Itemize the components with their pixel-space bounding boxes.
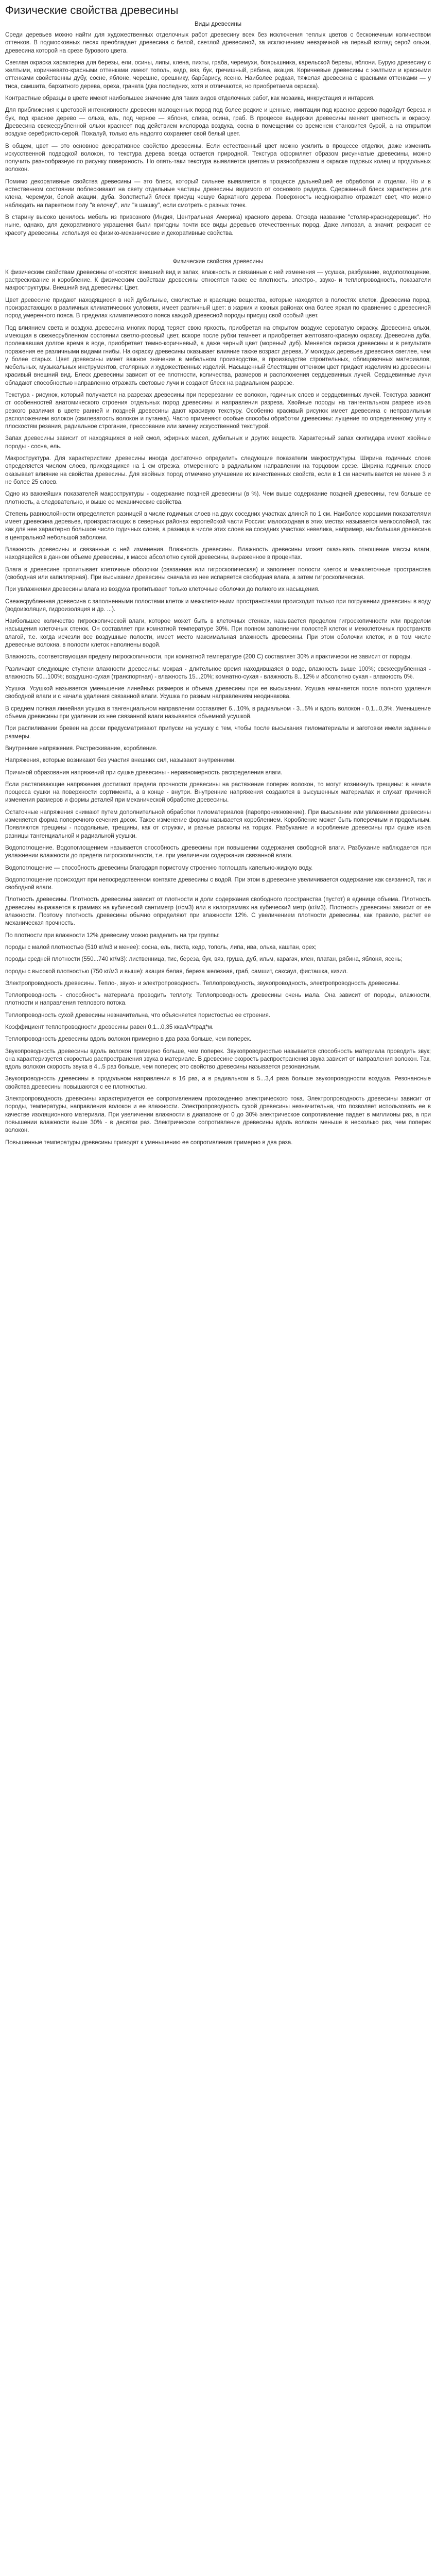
paragraph: Для приближения к цветовой интенсивности древесин малоценных пород под более редкие и ценные, имитации под красное дерево подойдут береза и бук, под красное дерево — ольха, ель, под черное — яблоня, слива, осина, граб. В процессе выдержки древесины меняет цветность и окраску. Древесина свежесрубленной ольхи краснеет под действием кислорода воздуха, сосна в помещении со временем становится бурой, а на открытом воздухе серебристо-серой. Пожалуй, только ель надолго сохраняет свой белый цвет. xyxy=(5,107,431,138)
paragraph: Цвет древесине придают находящиеся в ней дубильные, смолистые и красящие вещества, которые находятся в полостях клеток. Древесина пород, произрастающих в различных климатических условиях, имеет различный цвет: в жарких и южных районах она более яркая по сравнению с древесиной пород умеренного пояса. В пределах климатического пояса каждой древесной породы присущ свой особый цвет. xyxy=(5,297,431,319)
paragraph: Повышенные температуры древесины приводят к уменьшению ее сопротивления примерно в два раза. xyxy=(5,1139,293,1146)
paragraph: Среди деревьев можно найти для художественных отделочных работ древесину всех без исключения теплых цветов с бесконечным количеством оттенков. В подмосковных лесах преобладает древесина с белой, светлой древесиной, за исключением невзрачной на первый взгляд серой ольхи, древесина которой на срезе бурового цвета. xyxy=(5,32,431,54)
paragraph: При распиливании бревен на доски предусматривают припуски на усушку с тем, чтобы после высыхания пиломатериалы и заготовки имели заданные размеры. xyxy=(5,725,431,740)
paragraph: Водопоглощение происходит при непосредственном контакте древесины с водой. При этом в древесине увеличивается содержание как связанной, так и свободной влаги. xyxy=(5,876,431,891)
paragraph: Звукопроводность древесины в продольном направлении в 16 раз, а в радиальном в 5...3,4 раза больше звукопроводности воздуха. Резонансные свойства древесины повышаются с ее плотностью. xyxy=(5,1076,431,1090)
paragraph: Наибольшее количество гигроскопической влаги, которое может быть в клеточных стенках, называется пределом гигроскопичности или пределом насыщения клеточных стенок. Он составляет при комнатной температуре 30%. При полном заполнении полостей клеток и межклеточных пространств влагой, т.е. когда исчезли все воздушные полости, имеет место максимальная влажность древесины. При этом оболочки клеток, и в том числе древесные волокна, в полости клеток наполнены водой. xyxy=(5,618,431,648)
paragraph: Влажность, соответствующая пределу гигроскопичности, при комнатной температуре (200 С) составляет 30% и практически не зависит от породы. xyxy=(5,654,412,660)
paragraph: Свежесрубленная древесина с заполненными полостями клеток и межклеточными пространствами происходит только при погружении древесины в воду (водоизоляция, гидроизоляция и др. ...). xyxy=(5,598,431,613)
paragraph: Причиной образования напряжений при сушке древесины - неравномерность распределения влаги. xyxy=(5,769,283,776)
paragraph: Влажность древесины и связанные с ней изменения. Влажность древесины. Влажность древесины может оказывать отношение массы влаги, находящейся в данном объеме древесины, к массе абсолютно сухой древесины, выраженное в процентах. xyxy=(5,547,431,561)
paragraph: Остаточные напряжения снимают путем дополнительной обработки пиломатериалов (паропроникновение). При высыхании или увлажнении древесины изменяется форма поперечного сечения досок. Такое изменение формы называется короблением. Коробление может быть поперечным и продольным. Появляются трещины - продольные, трещины, как от стружки, и разные расколы на торцах. Разбухание и коробление древесины при сушке из-за разницы тангенциальной и радиальной усушки. xyxy=(5,809,431,839)
section-wood-types xyxy=(5,31,431,238)
paragraph: Макроструктура. Для характеристики древесины иногда достаточно определить следующие показатели макроструктуры. Ширина годичных слоев определяется числом слоев, приходящихся на 1 см отрезка, отмеренного в радиальном направлении на торцовом срезе. Ширина годичных слоев оказывает влияние на свойства древесины. Для хвойных пород отмечено улучшение их качественных свойств, если в 1 см насчитывается не менее 3 и не более 25 слоев. xyxy=(5,455,431,485)
paragraph: Контрастные образцы в цвете имеют наибольшее значение для таких видов отделочных работ, как мозаика, инкрустация и интарсия. xyxy=(5,95,375,102)
section-heading-wood-types: Виды древесины xyxy=(195,21,241,27)
paragraph: Под влиянием света и воздуха древесина многих пород теряет свою яркость, приобретая на открытом воздухе сероватую окраску. Древесина ольхи, имеющая в свежесрубленном состоянии светло-розовый цвет, вскоре после рубки темнеет и приобретает желтовато-красную окраску. Древесина дуба, пролежавшая долгое время в воде, приобретает темно-коричневый, а даже черный цвет (мореный дуб). Меняется окраска древесины и в результате поражения ее различными видами гнибы. На окраску древесины оказывает влияние также возраст дерева. У молодых деревьев древесина светлее, чем у более старых. Цвет древесины имеет важное значение в мебельном производстве, в производстве строительных, облицовочных материалов, мебельных, музыкальных инструментов, столярных и художественных изделий. Насыщенный блестящим оттенком цвет придает изделиям из древесины красивый внешний вид. Блеск древесины зависит от ее плотности, количества, размеров и расположения сердцевинных лучей. Сердцевинные лучи обладают способностью направленно отражать световые лучи и создают блеск на радиальном разрезе. xyxy=(5,325,431,386)
paragraph: породы с высокой плотностью (750 кг/м3 и выше): акация белая, береза железная, граб, самшит, саксаул, фисташка, кизил. xyxy=(5,968,348,975)
paragraph: Светлая окраска характерна для березы, ели, осины, липы, клена, пихты, граба, черемухи, боярышника, карельской березы, яблони. Бурую древесину с желтыми, коричневато-красными оттенками имеют тополь, кедр, вяз, бук, гречишный, рябина, акация. Коричневые древесины с желтыми и красными оттенками свойственны дубу, сосне, яблоне, черешне, орешнику, барбарису, ясеню. Наиболее редкая, тяжелая древесина с красными оттенками — у тиса, самшита, бархатного дерева, ореха, граната (два последних, хотя и отличаются, но приобретаема окраска). xyxy=(5,59,431,90)
paragraph: породы с малой плотностью (510 кг/м3 и менее): сосна, ель, пихта, кедр, тополь, липа, ива, ольха, каштан, орех; xyxy=(5,944,317,951)
paragraph: При увлажнении древесины влага из воздуха пропитывает только клеточные оболочки до полного их насыщения. xyxy=(5,586,320,593)
paragraph: В старину высоко ценилось мебель из привозного (Индия, Центральная Америка) красного дерева. Отсюда название "столяр-краснодеревщик". Но ныне, однако, для декоративного украшения были пригодны почти все виды деревьев отечественных пород. Даже липовая, а значит, рекрасит ее красоту древесины, используя ее физико-механические и декоративные свойства. xyxy=(5,214,431,236)
paragraph: Плотность древесины. Плотность древесины зависит от плотности и доли содержания свободного пространства (пустот) в единице объема. Плотность древесины выражается в граммах на кубический сантиметр (г/см3) или в килограммах на кубический метр (кг/м3). Плотность древесины зависит от ее влажности. Поэтому плотность древесины обычно определяют при влажности 12%. С увеличением плотности древесины, как правило, растет ее механическая прочность. xyxy=(5,896,431,927)
paragraph: Различают следующие ступени влажности древесины: мокрая - длительное время находившаяся в воде, влажность выше 100%; свежесрубленная - влажность 50...100%; воздушно-сухая (транспортная) - влажность 15...20%; комнатно-сухая - влажность 8...12% и абсолютно сухая - влажность 0%. xyxy=(5,666,431,680)
paragraph: По плотности при влажности 12% древесину можно разделить на три группы: xyxy=(5,932,220,939)
paragraph: Звукопроводность древесины вдоль волокон примерно больше, чем поперек. Звукопроводностью называется способность материала проводить звук; она характеризуется скоростью распространения звука в материале. В древесине скорость распространения звука зависит от направления волокон. Так, вдоль волокон скорость звука в 4...5 раз больше, чем поперек; это свойство древесины называется резонансным. xyxy=(5,1048,431,1071)
section-physical-properties xyxy=(5,269,431,1147)
paragraph: В среднем полная линейная усушка в тангенциальном направлении составляет 6...10%, в радиальном - 3...5% и вдоль волокон - 0,1...0,3%. Уменьшение объема древесины при удалении из нее связанной влаги называется объемной усушкой. xyxy=(5,705,431,720)
paragraph: Одно из важнейших показателей макроструктуры - содержание поздней древесины (в %). Чем выше содержание поздней древесины, тем больше ее плотность, а следовательно, и выше ее механические свойства. xyxy=(5,491,431,505)
paragraph: Теплопроводность сухой древесины незначительна, что объясняется пористостью ее строения. xyxy=(5,1012,271,1019)
paragraph: Электропроводность древесины характеризуется ее сопротивлением прохождению электрического тока. Электропроводность древесины зависит от породы, температуры, направления волокон и ее влажности. Электропроводность сухой древесины незначительна, что позволяет использовать ее в качестве изоляционного материала. При увеличении влажности в диапазоне от 0 до 30% электрическое сопротивление падает в миллионы раз, а при повышении влажности выше 30% - в десятки раз. Электрическое сопротивление древесины вдоль волокон меньше в несколько раз, чем поперек волокон. xyxy=(5,1096,431,1134)
paragraph: Водопоглощение — способность древесины благодаря пористому строению поглощать капельно-жидкую воду. xyxy=(5,865,313,871)
paragraph: Внутренние напряжения. Растрескивание, коробление. xyxy=(5,745,158,752)
paragraph: Если растягивающие напряжения достигают предела прочности древесины на растяжение поперек волокон, то могут возникнуть трещины: в начале процесса сушки на поверхности сортимента, а в конце - внутри. Внутренние напряжения создаются в высушенных материалах и служат причиной изменения размеров и формы деталей при механической обработке древесины. xyxy=(5,781,431,804)
paragraph: Помимо декоративные свойства древесины — это блеск, который сильнее выявляется в процессе дальнейшей ее обработки и отделки. Но и в естественном состоянии поблескивают на свету отдельные частицы древесины видимого от соснового радиуса. Сдержанный блеск характерен для клена, черемухи, белой акации, дуба. Золотистый блеск присущ чешуе бархатного дерева. Поверхность неоднократно отражает свет, что можно наблюдать на паркетном полу "в елочку", или "в шашку", если смотреть с разных точек. xyxy=(5,178,431,209)
paragraph: породы средней плотности (550...740 кг/м3): лиственница, тис, береза, бук, вяз, груша, дуб, ильм, карагач, клен, платан, рябина, яблоня, ясень; xyxy=(5,956,403,963)
paragraph: К физическим свойствам древесины относятся: внешний вид и запах, влажность и связанные с ней изменения — усушка, разбухание, водопоглощение, растрескивание и коробление. К физическим свойствам древесины относятся также ее плотность, электро-, звуко- и теплопроводность, показатели макроструктуры. Внешний вид древесины: Цвет. xyxy=(5,269,431,292)
section-heading-physical-properties: Физические свойства древесины xyxy=(172,258,264,265)
paragraph: Запах древесины зависит от находящихся в ней смол, эфирных масел, дубильных и других веществ. Характерный запах скипидара имеют хвойные породы - сосна, ель. xyxy=(5,435,431,450)
paragraph: Теплопроводность древесины вдоль волокон примерно в два раза больше, чем поперек. xyxy=(5,1036,252,1043)
article xyxy=(0,0,436,1156)
paragraph: Теплопроводность - способность материала проводить теплоту. Теплопроводность древесины очень мала. Она зависит от породы, влажности, плотности и направления теплового потока. xyxy=(5,992,431,1007)
page-title: Физические свойства древесины xyxy=(5,4,179,16)
paragraph: Водопоглощение. Водопоглощением называется способность древесины при повышении содержания свободной влаги. Разбухание наблюдается при увлажнении влажности до предела гигроскопичности, т.е. при увеличении содержания связанной влаги. xyxy=(5,844,431,859)
paragraph: Коэффициент теплопроводности древесины равен 0,1...0,35 ккал/ч*град*м. xyxy=(5,1024,214,1030)
paragraph: Влага в древесине пропитывает клеточные оболочки (связанная или гигроскопическая) и заполняет полости клеток и межклеточные пространства (свободная или капиллярная). При высыхании древесины сначала из нее испаряется свободная влага, а затем гигроскопическая. xyxy=(5,566,431,581)
paragraph: Текстура - рисунок, который получается на разрезах древесины при перерезании ее волокон, годичных слоев и сердцевинных лучей. Текстура зависит от особенностей анатомического строения отдельных пород древесины и направления разреза. Хвойные породы на тангентальном разрезе из-за резкого различия в цвете ранней и поздней древесины дают красивую текстуру. Особенно красивый рисунок имеет древесина с неправильным расположением волокон (свилеватость волокон и путанка). Часто применяют особые способы обработки древесины: лущение по определенному углу к плоскостям резания, радиальное строгание, прессование или замену искусственной текстурой. xyxy=(5,392,431,430)
paragraph: Степень равнослойности определяется разницей в числе годичных слоев на двух соседних участках длиной по 1 см. Наиболее хорошими показателями имеет древесина деревьев, произрастающих в северных районах европейской части России: малосходная в этих местах называется мелкослойной, так как для нее характерно большое число годичных слоев, а разница в числе этих слоев на соседних участках невелика, например, наибольшая древесина в центральной небольшой заболони. xyxy=(5,511,431,541)
paragraph: В общем, цвет — это основное декоративное свойство древесины. Если естественный цвет можно усилить в процессе отделки, даже изменить искусственной подводкой волокон, то текстура дерева всегда остается природной. Текстура оформляет образом рисунчатые древесины, можно получить разнообразную по рисунку поверхность. Но опять-таки текстура выявляется цветовым разнообразием в окраске годовых колец и продольных волокон. xyxy=(5,143,431,173)
paragraph: Напряжения, которые возникают без участия внешних сил, называют внутренними. xyxy=(5,757,236,764)
paragraph: Усушка. Усушкой называется уменьшение линейных размеров и объема древесины при ее высыхании. Усушка начинается после полного удаления свободной влаги и с начала удаления связанной влаги. Усушка по разным направлениям неодинакова. xyxy=(5,686,431,700)
paragraph: Электропроводность древесины. Тепло-, звуко- и электропроводность. Теплопроводность, звукопроводность, электропроводность древесины. xyxy=(5,980,400,987)
